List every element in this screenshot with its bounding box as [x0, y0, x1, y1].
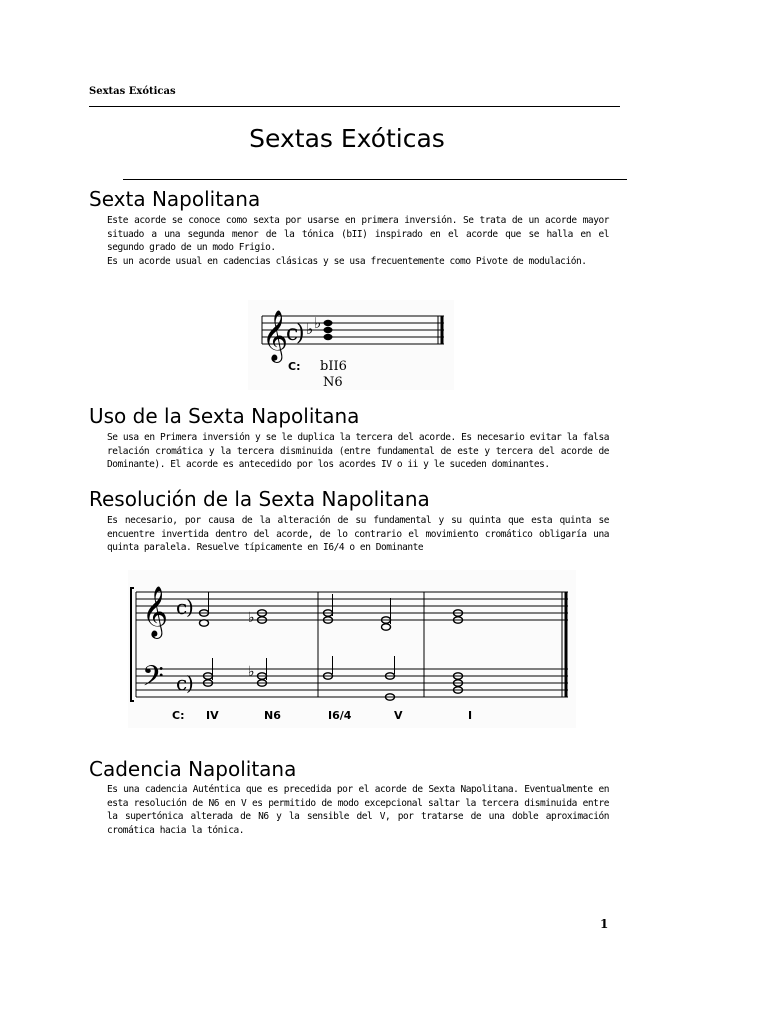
flat-icon: ♭ — [314, 314, 322, 332]
flat-icon: ♭ — [248, 664, 255, 680]
svg-text:): ) — [296, 321, 305, 346]
section-text-cadencia — [107, 783, 609, 837]
svg-text:): ) — [186, 595, 194, 619]
paragraph: Se usa en Primera inversión y se le duplica la tercera del acorde. Es necesario evitar la falsa relación cromática y la tercera disminuida (entre fundamental de este y tercera del acorde de Dominante). El acorde es antecedido por los acordes IV o ii y le suceden dominantes. — [107, 432, 609, 470]
neapolitan-chord-score — [248, 300, 454, 390]
paragraph: Es un acorde usual en cadencias clásicas y se usa frecuentemente como Pivote de modulación. — [107, 255, 587, 267]
chord-label: I — [468, 709, 473, 722]
common-time-icon: c — [286, 321, 299, 346]
paragraph: Este acorde se conoce como sexta por usarse en primera inversión. Se trata de un acorde mayor situado a una segunda menor de la tónica (bII) inspirado en el acorde que se halla en el segundo grado de un modo Frigio. — [107, 215, 609, 253]
chord-label: IV — [206, 709, 219, 722]
chord-notes — [324, 320, 333, 340]
title-rule — [123, 179, 627, 180]
svg-text:): ) — [186, 671, 194, 695]
resolution-grand-staff — [128, 570, 576, 728]
section-heading-resolucion: Resolución de la Sexta Napolitana — [89, 487, 430, 511]
flat-icon: ♭ — [306, 320, 314, 338]
page-title: Sextas Exóticas — [249, 124, 445, 153]
paragraph: Es necesario, por causa de la alteración de su fundamental y su quinta que esta quinta se encuentre invertida dentro del acorde, de lo contrario el movimiento cromático obligaría una quinta paralela. Resuelve típicamente en I6/4 o en Dominante — [107, 515, 609, 553]
common-time-icon: c — [176, 595, 188, 619]
section-text-resolucion — [107, 514, 609, 555]
chord-label: V — [394, 709, 403, 722]
bass-clef-icon: 𝄢 — [142, 660, 164, 700]
common-time-icon: c — [176, 671, 188, 695]
alias-label: N6 — [323, 375, 343, 390]
chord-label: N6 — [264, 709, 281, 722]
section-text-sexta-napolitana — [107, 214, 609, 268]
paragraph: Es una cadencia Auténtica que es precedida por el acorde de Sexta Napolitana. Eventualmente en esta resolución de N6 en V es permitido de modo excepcional saltar la tercera disminuida entre la supertónica alterada de N6 y la sensible del V, por tratarse de una doble aproximación cromática hacia la tónica. — [107, 784, 609, 836]
flat-icon: ♭ — [248, 610, 255, 626]
page-number: 1 — [600, 917, 609, 931]
section-text-uso — [107, 431, 609, 472]
section-heading-uso: Uso de la Sexta Napolitana — [89, 404, 360, 428]
running-header: Sextas Exóticas — [89, 86, 176, 97]
degree-label: bII6 — [320, 359, 347, 374]
treble-clef-icon: 𝄞 — [262, 310, 289, 361]
key-label: C: — [288, 360, 301, 373]
section-heading-cadencia: Cadencia Napolitana — [89, 757, 297, 781]
key-label: C: — [172, 709, 185, 722]
header-rule — [89, 106, 620, 107]
section-heading-sexta-napolitana: Sexta Napolitana — [89, 187, 261, 211]
chord-label: I6/4 — [328, 709, 352, 722]
treble-clef-icon: 𝄞 — [142, 586, 169, 637]
